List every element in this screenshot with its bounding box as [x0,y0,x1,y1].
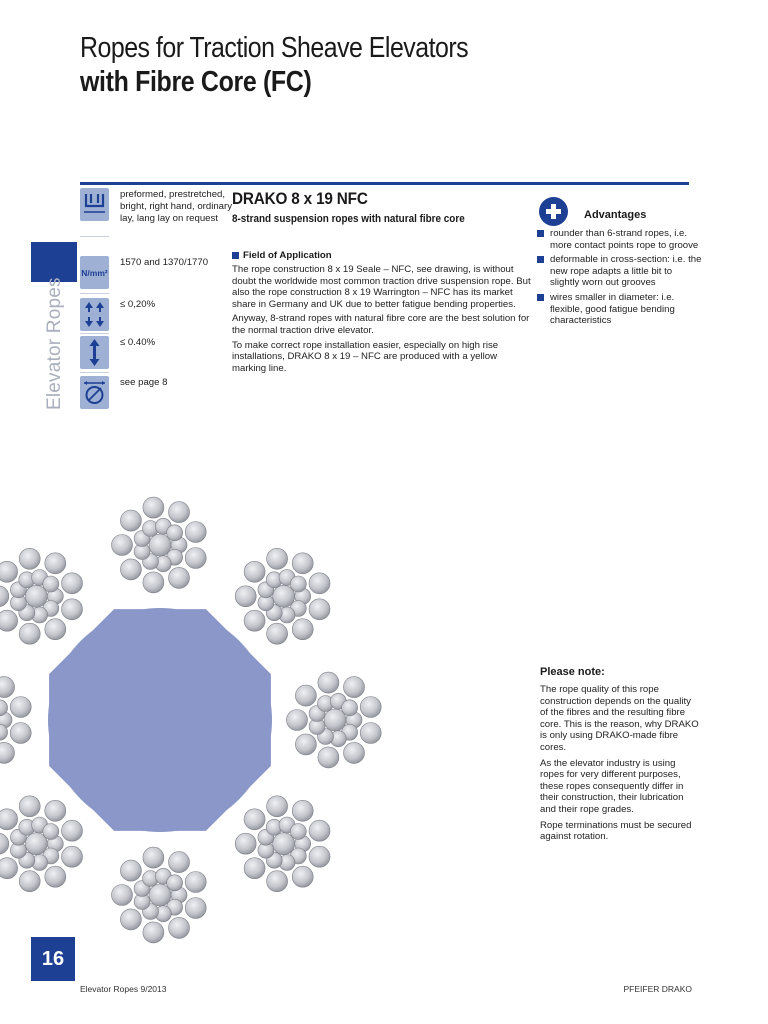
paragraph: As the elevator industry is using ropes for very different purposes, these ropes consequently differ in their construction, their lubrication and their rope grades. [540,757,684,815]
paragraph: The rope construction 8 x 19 Seale – NFC, see drawing, is without doubt the worldwide most common traction drive suspension rope. But also the rope construction 8 x 19 Warrington – NFC has its market share in Germany and UK due to better fatigue bending properties. [232,264,531,310]
wire [169,502,190,523]
divider [80,333,109,334]
list-item [537,254,702,289]
wire [19,796,40,817]
wire [120,909,141,930]
wire [120,510,141,531]
note-heading: Please note: [540,666,605,678]
wire [295,734,316,755]
wire [0,677,15,698]
wire [309,846,330,867]
paragraph: To make correct rope installation easier, especially on high rise installations, DRAKO 8 x 19 – NFC are produced with a yellow marking line. [232,339,499,374]
advantages-heading: Advantages [584,209,647,221]
wire [290,576,306,592]
wire [167,525,183,541]
wire [185,548,206,569]
wire [62,599,83,620]
wire [0,610,18,631]
tensile-strength-icon-label: N/mm² [81,268,108,278]
wire [185,898,206,919]
page-title-line2: with Fibre Core (FC) [80,66,312,98]
wire [143,922,164,943]
list-item-text: deformable in cross-section: i.e. the new rope adapts a little bit to slightly worn out grooves [550,254,702,289]
wire [309,573,330,594]
diameter-icon [80,376,109,409]
wire [43,824,59,840]
wire [19,871,40,892]
divider [80,372,109,373]
wire [292,553,313,574]
bullet-square [537,256,544,263]
wire [0,833,9,854]
wire [267,796,288,817]
wire [169,567,190,588]
wire [45,866,66,887]
wire [0,586,9,607]
spec-text: ≤ 0.40% [120,337,156,348]
paragraph: The rope quality of this rope construction depends on the quality of the fibres and the resulting fibre core. This is the reason, why DRAKO is only using DRAKO-made fibre cores. [540,684,699,753]
footer-right: PFEIFER DRAKO [623,984,692,994]
bullet-square [232,252,239,259]
wire [185,872,206,893]
bullet-square [537,230,544,237]
list-item [537,292,702,327]
wire [62,846,83,867]
wire [0,858,18,879]
wire [19,548,40,569]
side-tab-marker [31,242,77,282]
section-heading-text: Field of Application [243,250,332,261]
wire [120,860,141,881]
side-label: Elevator Ropes [44,277,65,410]
wire [19,623,40,644]
wire [112,885,133,906]
wire [342,700,358,716]
field-of-application-text [232,264,532,377]
product-title: DRAKO 8 x 19 NFC [232,189,368,208]
list-item-text: wires smaller in diameter: i.e. flexible, good fatigue bending characteristics [550,291,675,327]
wire [244,561,265,582]
wire [267,871,288,892]
wire [235,586,256,607]
wire [292,866,313,887]
divider [80,293,109,294]
wire [10,697,31,718]
wire [309,599,330,620]
wire [62,573,83,594]
list-item [537,228,702,251]
wire [45,619,66,640]
wire [344,677,365,698]
wire [45,800,66,821]
wire [344,742,365,763]
rope-cross-section-image [0,480,420,950]
spec-text: ≤ 0,20% [120,299,156,310]
spec-text: 1570 and 1370/1770 [120,257,209,268]
header-rule [80,182,689,185]
wire [360,697,381,718]
paragraph: Anyway, 8-strand ropes with natural fibre core are the best solution for the normal traction drive elevator. [232,313,530,336]
wire [143,497,164,518]
product-subtitle: 8-strand suspension ropes with natural fibre core [232,213,465,225]
wire [295,685,316,706]
wire [169,852,190,873]
wire [143,572,164,593]
wire [112,535,133,556]
footer-left: Elevator Ropes 9/2013 [80,984,167,994]
bullet-square [537,294,544,301]
wire [360,723,381,744]
wire [120,559,141,580]
section-heading [232,250,332,261]
wire [0,742,15,763]
spec-text: preformed, prestretched, bright, right hand, ordinary lay, lang lay on request [120,189,232,224]
page-number: 16 [31,937,75,981]
page-title-line1: Ropes for Traction Sheave Elevators [80,32,469,64]
list-item-text: rounder than 6-strand ropes, i.e. more contact points rope to groove [550,228,699,251]
wire [43,576,59,592]
wire [185,522,206,543]
wire [290,824,306,840]
wire [0,561,18,582]
wire [292,800,313,821]
wire [169,917,190,938]
wire [62,820,83,841]
wire [235,833,256,854]
wire [244,809,265,830]
wire [309,820,330,841]
spec-text: see page 8 [120,377,168,388]
fibre-core-fill [48,608,272,832]
paragraph: Rope terminations must be secured against rotation. [540,819,692,843]
elongation-icon [80,298,109,331]
wire [287,710,308,731]
wire [143,847,164,868]
wire [167,875,183,891]
tensile-strength-icon [80,256,109,289]
wire [318,747,339,768]
wire [244,858,265,879]
wire [318,672,339,693]
rope-lay-icon [80,188,109,221]
plus-icon [539,197,568,226]
rope-strands [0,497,381,943]
note-text [540,684,700,847]
extension-icon [80,336,109,369]
wire [292,619,313,640]
wire [10,723,31,744]
advantages-list [537,228,702,330]
wire [267,548,288,569]
divider [80,236,109,237]
wire [0,809,18,830]
wire [267,623,288,644]
wire [244,610,265,631]
wire [45,553,66,574]
